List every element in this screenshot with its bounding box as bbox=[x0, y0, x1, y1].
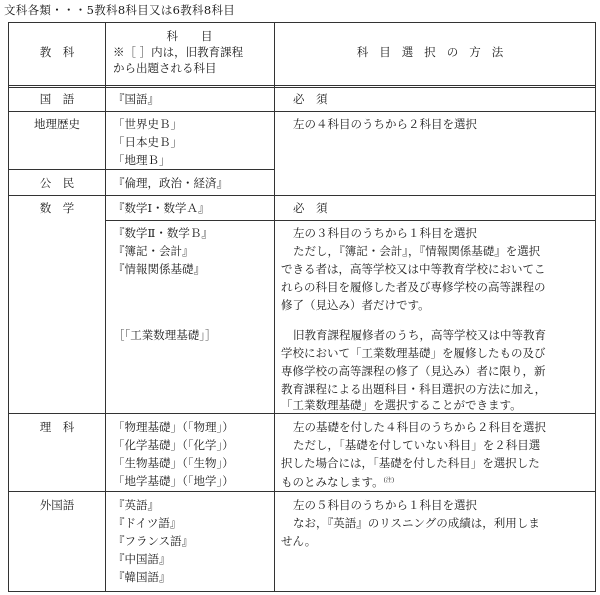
row-divider bbox=[9, 491, 595, 492]
header-course-note: から出題される科目 bbox=[113, 61, 217, 75]
course-gaikokugo: 『フランス語』 bbox=[113, 534, 194, 548]
method-sugaku: ただし，『簿記・会計』，『情報関係基礎』を選択 bbox=[293, 244, 541, 258]
method-sugaku: できる者は，高等学校又は中等教育学校においてこ bbox=[281, 262, 546, 276]
method-rika: ただし，「基礎を付していない科目」を２科目選 bbox=[293, 438, 541, 452]
table-caption: 文科各類・・・5教科8科目又は6教科8科目 bbox=[4, 3, 236, 17]
subject-selection-table bbox=[8, 22, 596, 592]
method-sugaku: 左の３科目のうちから１科目を選択 bbox=[293, 226, 477, 240]
course-gaikokugo: 『ドイツ語』 bbox=[113, 516, 182, 530]
course-rika: 「物理基礎」（「物理」） bbox=[113, 420, 234, 434]
method-gaikokugo: せん。 bbox=[281, 534, 317, 548]
course-gaikokugo: 『韓国語』 bbox=[113, 570, 171, 584]
header-method: 科目選択の方法 bbox=[356, 45, 515, 59]
header-course-title: 科 目 bbox=[166, 29, 213, 43]
method-sugaku: 修了（見込み）者だけです。 bbox=[281, 298, 430, 312]
method-sugaku: 必 須 bbox=[293, 201, 328, 215]
header-divider bbox=[9, 85, 595, 88]
subject-sugaku: 数 学 bbox=[39, 201, 75, 215]
method-rika-text: ものとみなします。 bbox=[281, 475, 384, 489]
row-divider bbox=[9, 111, 595, 112]
course-rika: 「地学基礎」（「地学」） bbox=[113, 474, 234, 488]
subject-kokugo: 国 語 bbox=[39, 92, 75, 106]
course-rika: 「生物基礎」（「生物」） bbox=[113, 456, 234, 470]
method-gaikokugo: 左の５科目のうちから１科目を選択 bbox=[293, 498, 477, 512]
subject-gaikokugo: 外国語 bbox=[39, 498, 75, 512]
header-course-note: ※［ ］内は，旧教育課程 bbox=[113, 45, 244, 59]
row-divider bbox=[9, 169, 274, 170]
course-chireki: 「日本史Ｂ」 bbox=[113, 135, 182, 149]
subject-komin: 公 民 bbox=[39, 176, 75, 190]
subject-rika: 理 科 bbox=[39, 420, 75, 434]
method-sugaku-old: 旧教育課程履修者のうち，高等学校又は中等教育 bbox=[293, 328, 546, 342]
course-komin: 『倫理，政治・経済』 bbox=[113, 176, 228, 190]
method-sugaku-old: 専修学校の高等課程の修了（見込み）者に限り，新 bbox=[281, 364, 546, 378]
method-sugaku: れらの科目を履修した者及び専修学校の高等課程の bbox=[281, 280, 546, 294]
method-kokugo: 必 須 bbox=[293, 92, 328, 106]
course-chireki: 「地理Ｂ」 bbox=[113, 153, 171, 167]
header-subject: 教 科 bbox=[39, 45, 75, 59]
subject-chireki: 地理歴史 bbox=[34, 117, 80, 131]
column-divider bbox=[274, 23, 275, 591]
method-gaikokugo: なお，『英語』のリスニングの成績は，利用しま bbox=[293, 516, 540, 530]
method-sugaku-old: 教育課程による出題科目・科目選択の方法に加え， bbox=[281, 382, 547, 396]
course-sugaku: 『数学Ⅱ・数学Ｂ』 bbox=[113, 226, 213, 240]
method-rika bbox=[281, 472, 394, 491]
course-gaikokugo: 『英語』 bbox=[113, 498, 159, 512]
row-divider bbox=[9, 413, 595, 414]
course-sugaku: 『簿記・会計』 bbox=[113, 244, 194, 258]
course-chireki: 「世界史Ｂ」 bbox=[113, 117, 182, 131]
course-kokugo: 『国語』 bbox=[113, 92, 159, 106]
method-rika: 択した場合には，「基礎を付した科目」を選択した bbox=[281, 456, 540, 470]
column-divider bbox=[105, 23, 106, 591]
row-divider bbox=[9, 195, 595, 196]
course-gaikokugo: 『中国語』 bbox=[113, 552, 171, 566]
course-sugaku: 『数学Ⅰ・数学Ａ』 bbox=[113, 201, 210, 215]
note-marker: (注) bbox=[383, 477, 395, 484]
course-sugaku: 『情報関係基礎』 bbox=[113, 262, 205, 276]
method-sugaku-old: 「工業数理基礎」を選択することができます。 bbox=[281, 398, 522, 412]
method-chireki: 左の４科目のうちから２科目を選択 bbox=[293, 117, 477, 131]
method-rika: 左の基礎を付した４科目のうちから２科目を選択 bbox=[293, 420, 546, 434]
course-sugaku-old: ［「工業数理基礎」］ bbox=[113, 328, 217, 342]
course-rika: 「化学基礎」（「化学」） bbox=[113, 438, 234, 452]
method-sugaku-old: 学校において「工業数理基礎」を履修したもの及び bbox=[281, 346, 546, 360]
row-divider bbox=[105, 220, 595, 221]
